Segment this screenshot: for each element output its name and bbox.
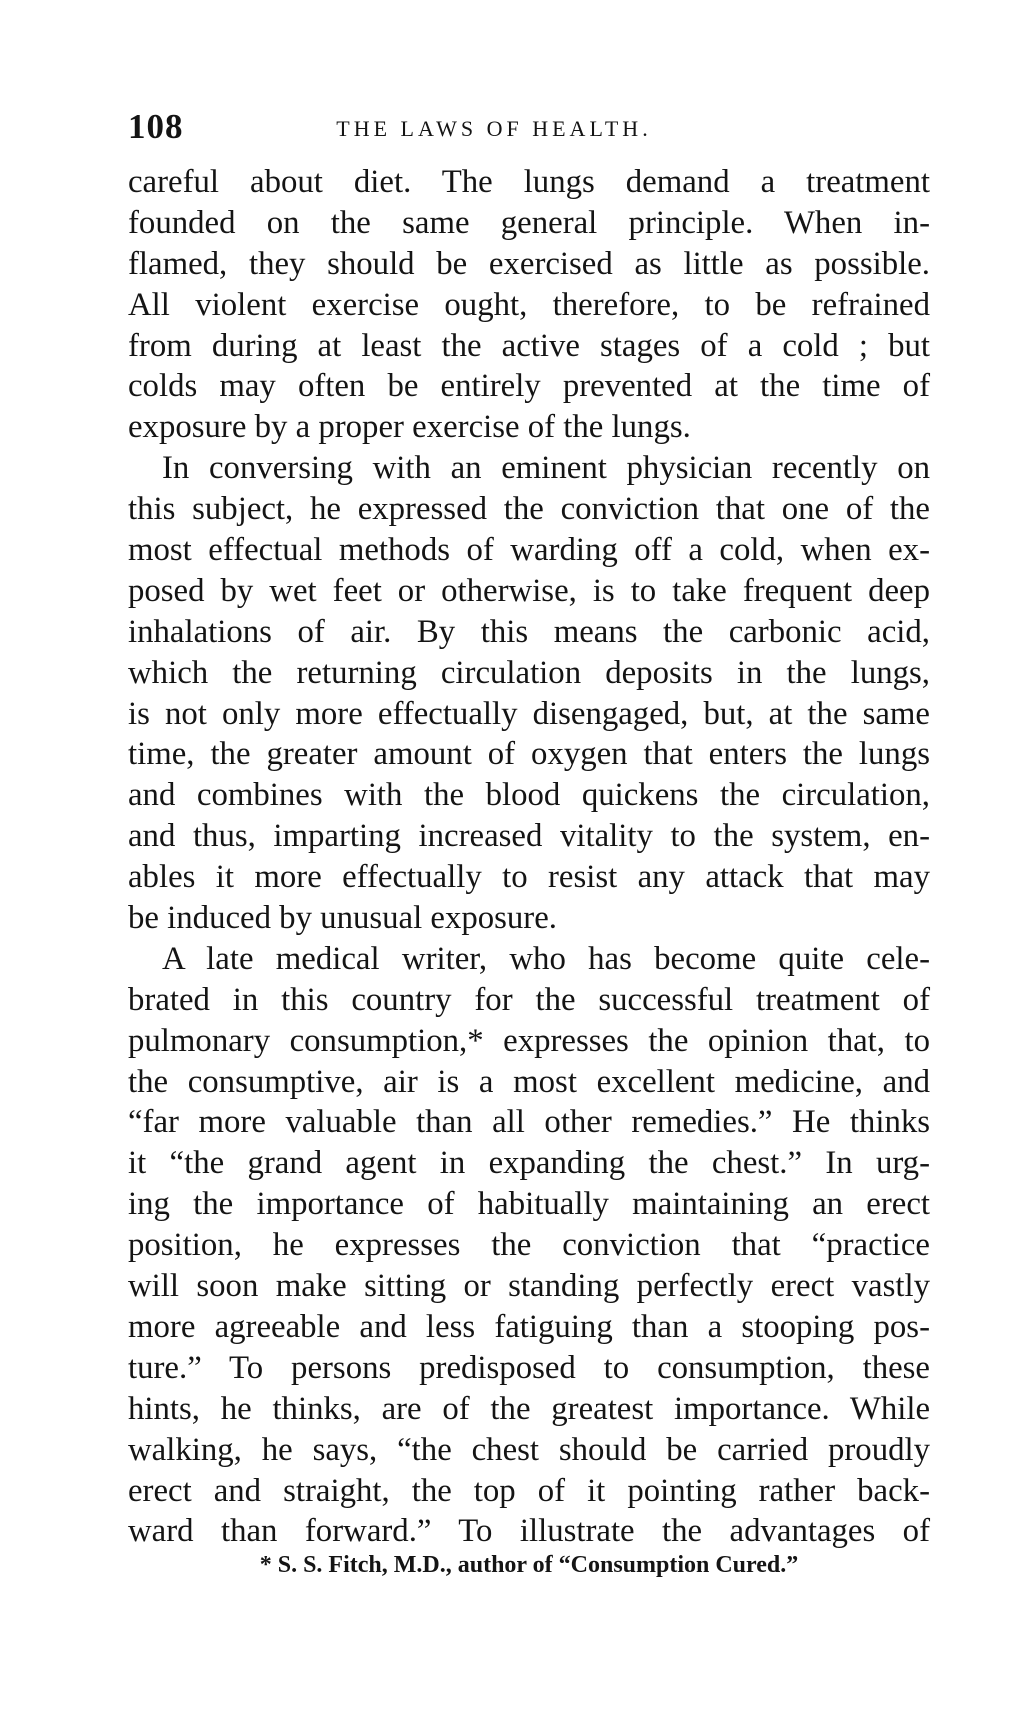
page-number: 108 (128, 107, 184, 146)
text-line: walking, he says, “the chest should be carried proudly (128, 1431, 930, 1468)
text-line: founded on the same general principle. When in- (128, 204, 930, 241)
text-line: more agreeable and less fatiguing than a stooping pos- (128, 1308, 930, 1345)
text-line: In conversing with an eminent physician recently on (162, 450, 930, 487)
text-line: position, he expresses the conviction that “practice (128, 1227, 930, 1264)
text-line: most effectual methods of warding off a cold, when ex- (128, 532, 930, 569)
text-line: will soon make sitting or standing perfectly erect vastly (128, 1268, 930, 1305)
text-line: and thus, imparting increased vitality to the system, en- (128, 818, 930, 855)
text-line: it “the grand agent in expanding the chest.” In urg- (128, 1145, 930, 1182)
footnote: * S. S. Fitch, M.D., author of “Consumption Cured.” (259, 1552, 799, 1578)
text-line: this subject, he expressed the conviction that one of the (128, 491, 930, 528)
text-line: brated in this country for the successful treatment of (128, 981, 930, 1018)
page-header (128, 104, 930, 150)
text-line: ward than forward.” To illustrate the advantages of (128, 1513, 930, 1550)
text-line: ing the importance of habitually maintaining an erect (128, 1186, 930, 1223)
text-line: exposure by a proper exercise of the lungs. (128, 409, 691, 446)
running-title: THE LAWS OF HEALTH. (336, 116, 652, 141)
text-line: pulmonary consumption,* expresses the opinion that, to (128, 1022, 930, 1059)
text-line: All violent exercise ought, therefore, to be refrained (128, 286, 930, 323)
text-line: from during at least the active stages of a cold ; but (128, 327, 930, 364)
text-line: the consumptive, air is a most excellent medicine, and (128, 1063, 930, 1100)
text-line: erect and straight, the top of it pointing rather back- (128, 1472, 930, 1509)
text-line: A late medical writer, who has become quite cele- (162, 940, 930, 977)
text-line: and combines with the blood quickens the circulation, (128, 777, 930, 814)
text-line: posed by wet feet or otherwise, is to take frequent deep (128, 572, 930, 609)
text-line: colds may often be entirely prevented at the time of (128, 368, 930, 405)
text-line: be induced by unusual exposure. (128, 900, 557, 937)
text-line: flamed, they should be exercised as little as possible. (128, 245, 930, 282)
text-line: ture.” To persons predisposed to consumption, these (128, 1349, 930, 1386)
text-line: which the returning circulation deposits in the lungs, (128, 654, 930, 691)
text-line: hints, he thinks, are of the greatest importance. While (128, 1390, 930, 1427)
text-line: “far more valuable than all other remedies.” He thinks (128, 1104, 930, 1141)
text-line: is not only more effectually disengaged, but, at the same (128, 695, 930, 732)
text-line: time, the greater amount of oxygen that enters the lungs (128, 736, 930, 773)
text-line: inhalations of air. By this means the carbonic acid, (128, 613, 930, 650)
text-line: careful about diet. The lungs demand a treatment (128, 164, 930, 200)
text-line: ables it more effectually to resist any attack that may (128, 859, 930, 896)
body-text (128, 162, 930, 1552)
